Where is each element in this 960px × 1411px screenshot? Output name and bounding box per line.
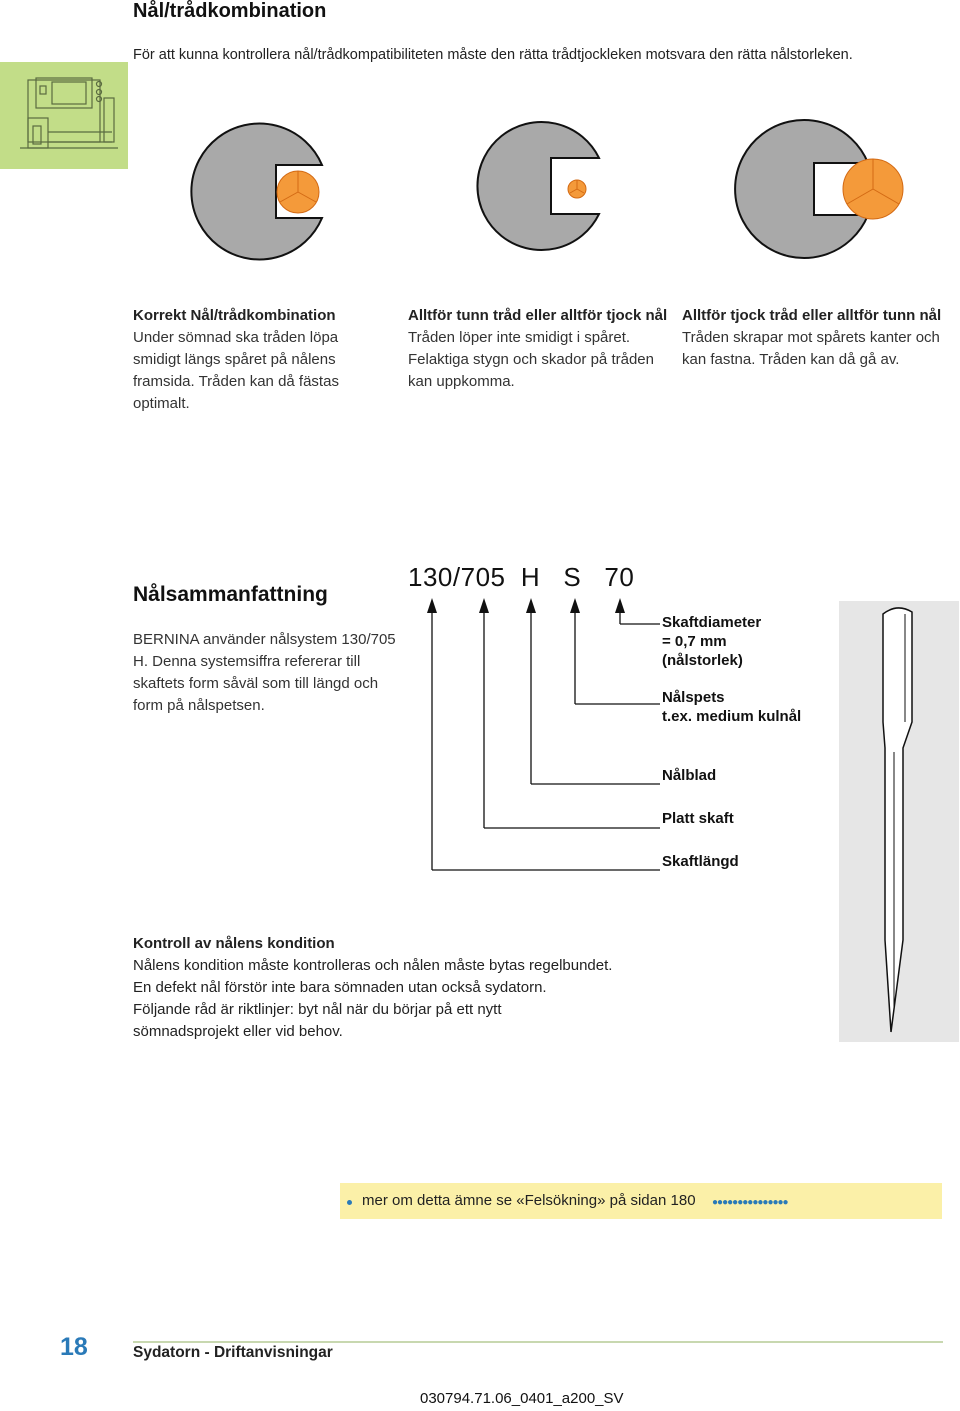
bullet-icon: [347, 1200, 352, 1205]
document-id: 030794.71.06_0401_a200_SV: [420, 1390, 624, 1407]
label-shank-length: Skaftlängd: [662, 853, 739, 870]
needle-condition-line: En defekt nål förstör inte bara sömnaden utan också sydatorn.: [133, 979, 547, 996]
label-line: Skaftdiameter: [662, 614, 762, 631]
label-line: Nålspets: [662, 689, 725, 706]
needle-condition-section: [133, 933, 653, 1043]
cross-reference-link[interactable]: mer om detta ämne se «Felsökning» på sidan 180: [362, 1192, 696, 1209]
section-heading: Alltför tunn tråd eller alltför tjock nål: [408, 307, 668, 324]
label-flat-shank: Platt skaft: [662, 810, 734, 827]
section-body: Under sömnad ska tråden löpa smidigt längs spåret på nålens framsida. Tråden kan då fästas optimalt.: [133, 329, 339, 412]
needle-condition-heading: Kontroll av nålens kondition: [133, 935, 335, 952]
label-line: t.ex. medium kulnål: [662, 708, 802, 725]
dotted-leader: ●●●●●●●●●●●●●●●: [712, 1197, 788, 1208]
label-line: (nålstorlek): [662, 652, 743, 669]
intro-text: För att kunna kontrollera nål/trådkompatibiliteten måste den rätta trådtjockleken motsvara den rätta nålstorleken.: [133, 47, 853, 63]
section-body: Tråden skrapar mot spårets kanter och kan fastna. Tråden kan då gå av.: [682, 329, 940, 368]
needle-condition-line: Nålens kondition måste kontrolleras och nålen måste bytas regelbundet.: [133, 957, 613, 974]
needle-system-code: 130/705 H S 70: [408, 562, 635, 592]
label-line: = 0,7 mm: [662, 633, 727, 650]
footer-divider: [133, 1341, 943, 1343]
label-needle-blade: Nålblad: [662, 767, 717, 784]
needle-condition-line: sömnadsprojekt eller vid behov.: [133, 1023, 343, 1040]
section-heading: Korrekt Nål/trådkombination: [133, 307, 336, 324]
needle-condition-line: Följande råd är riktlinjer: byt nål när du börjar på ett nytt: [133, 1001, 502, 1018]
section-body: Tråden löper inte smidigt i spåret. Felaktiga stygn och skador på tråden kan uppkomma.: [408, 329, 654, 390]
section-heading: Alltför tjock tråd eller alltför tunn nål: [682, 307, 942, 324]
summary-body: BERNINA använder nålsystem 130/705 H. Denna systemsiffra refererar till skaftets form såväl som till längd och form på nålspetsen.: [133, 631, 396, 714]
summary-heading: Nålsammanfattning: [133, 583, 328, 606]
footer-title: Sydatorn - Driftanvisningar: [133, 1344, 333, 1361]
page-number: 18: [60, 1333, 88, 1361]
page-title: Nål/trådkombination: [133, 0, 327, 22]
